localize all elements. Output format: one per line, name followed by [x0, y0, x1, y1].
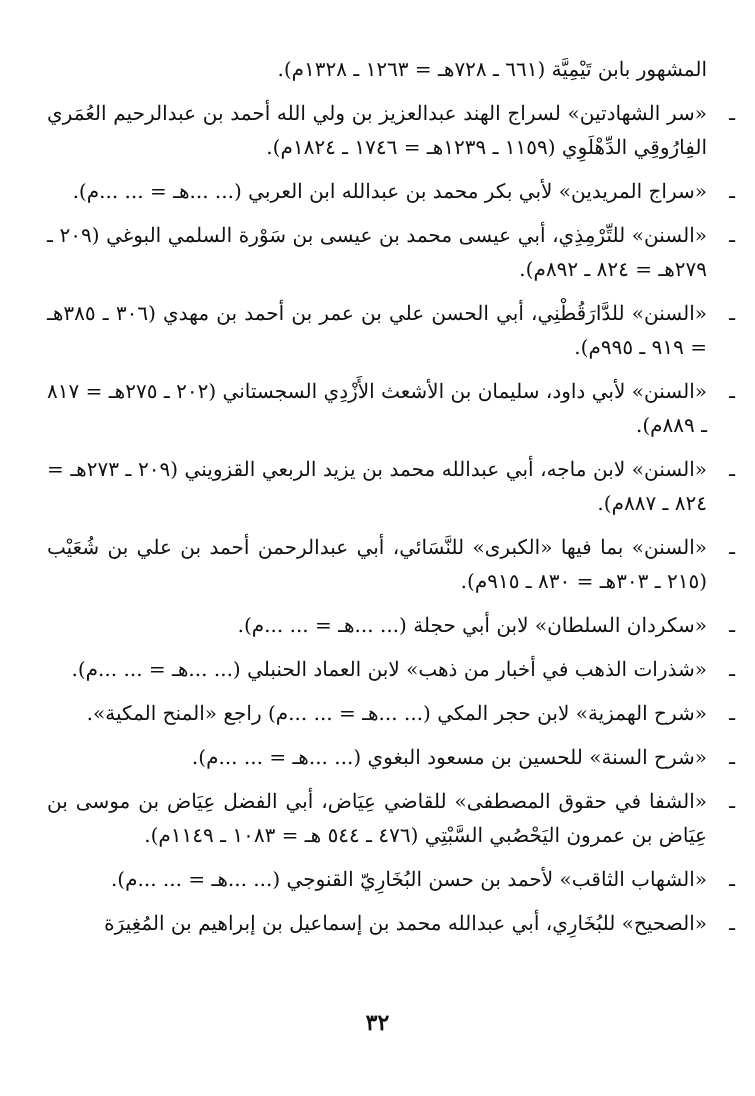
bibliography-entry	[47, 608, 735, 642]
dash-marker: ـ	[729, 789, 735, 813]
entry-text: «السنن» لابن ماجه، أبي عبدالله محمد بن يزيد الربعي القزويني (٢٠٩ ـ ٢٧٣هـ = ٨٢٤ ـ ٨٨٧م).	[47, 457, 708, 515]
dash-marker: ـ	[729, 745, 735, 769]
entry-text: المشهور بابن تَيْمِيَّة (٦٦١ ـ ٧٢٨هـ = ١٢٦٣ ـ ١٣٢٨م).	[277, 57, 707, 81]
dash-marker: ـ	[729, 223, 735, 247]
bibliography-entry	[47, 652, 735, 686]
bibliography-entry	[47, 530, 735, 598]
dash-marker: ـ	[729, 701, 735, 725]
bibliography-entry	[47, 374, 735, 442]
bibliography-entry	[47, 696, 735, 730]
bibliography-entry	[47, 452, 735, 520]
bibliography-entry	[47, 174, 735, 208]
entry-text: «شرح الهمزية» لابن حجر المكي (... ...هـ = ... ...م) راجع «المنح المكية».	[86, 701, 707, 725]
entry-text: «الشهاب الثاقب» لأحمد بن حسن البُخَارِيّ القنوجي (... ...هـ = ... ...م).	[110, 867, 707, 891]
entry-text: «سراج المريدين» لأبي بكر محمد بن عبدالله ابن العربي (... ...هـ = ... ...م).	[72, 179, 707, 203]
entry-text: «السنن» لأبي داود، سليمان بن الأشعث الأَزْدِي السجستاني (٢٠٢ ـ ٢٧٥هـ = ٨١٧ ـ ٨٨٩م).	[47, 379, 707, 437]
entry-text: «الصحيح» للبُخَارِي، أبي عبدالله محمد بن إسماعيل بن إبراهيم بن المُغِيرَة	[104, 911, 707, 935]
dash-marker: ـ	[729, 613, 735, 637]
dash-marker: ـ	[729, 301, 735, 325]
bibliography-entry	[47, 96, 735, 164]
bibliography-entry	[47, 296, 735, 364]
dash-marker: ـ	[729, 379, 735, 403]
dash-marker: ـ	[729, 911, 735, 935]
entry-text: «السنن» للتِّرْمِذِي، أبي عيسى محمد بن عيسى بن سَوْرة السلمي البوغي (٢٠٩ ـ ٢٧٩هـ = ٨٢٤ ـ ٨٩٢م).	[47, 223, 707, 281]
bibliography-entry	[47, 784, 735, 852]
continuation-line	[47, 52, 707, 86]
dash-marker: ـ	[729, 535, 735, 559]
entry-text: «شرح السنة» للحسين بن مسعود البغوي (... ...هـ = ... ...م).	[191, 745, 707, 769]
dash-marker: ـ	[729, 101, 735, 125]
entry-text: «السنن» للدَّارَقُطْنِي، أبي الحسن علي بن عمر بن أحمد بن مهدي (٣٠٦ ـ ٣٨٥هـ = ٩١٩ ـ ٩٩٥م).	[47, 301, 707, 359]
page-number: ٣٢	[365, 1010, 390, 1036]
dash-marker: ـ	[729, 457, 735, 481]
bibliography-entry	[47, 906, 735, 940]
entry-text: «الشفا في حقوق المصطفى» للقاضي عِيَاض، أبي الفضل عِيَاض بن موسى بن عِيَاض بن عمرون اليَحْصُبي السَّبْتِي (٤٧٦ ـ ٥٤٤ هـ = ١٠٨٣ ـ ١١٤٩م).	[47, 789, 707, 847]
entry-text: «سكردان السلطان» لابن أبي حجلة (... ...هـ = ... ...م).	[237, 613, 707, 637]
bibliography-list	[47, 52, 735, 950]
bibliography-entry	[47, 740, 735, 774]
dash-marker: ـ	[729, 657, 735, 681]
bibliography-entry	[47, 218, 735, 286]
entry-text: «شذرات الذهب في أخبار من ذهب» لابن العماد الحنبلي (... ...هـ = ... ...م).	[71, 657, 707, 681]
dash-marker: ـ	[729, 179, 735, 203]
bibliography-entry	[47, 862, 735, 896]
entry-text: «سر الشهادتين» لسراج الهند عبدالعزيز بن ولي الله أحمد بن عبدالرحيم العُمَري الفِارُوقِي الدِّهْلَوِي (١١٥٩ ـ ١٢٣٩هـ = ١٧٤٦ ـ ١٨٢٤م).	[47, 101, 707, 159]
dash-marker: ـ	[729, 867, 735, 891]
entry-text: «السنن» بما فيها «الكبرى» للنَّسَائي، أبي عبدالرحمن أحمد بن علي بن شُعَيْب (٢١٥ ـ ٣٠٣هـ = ٨٣٠ ـ ٩١٥م).	[47, 535, 707, 593]
